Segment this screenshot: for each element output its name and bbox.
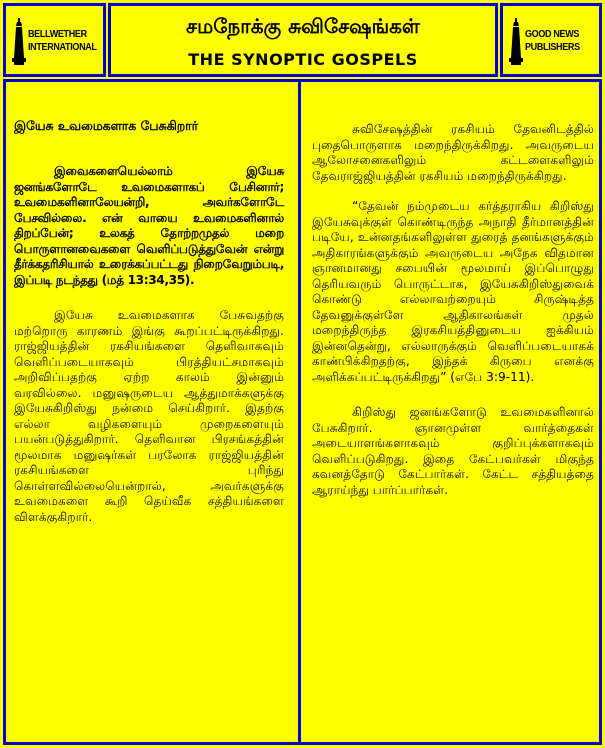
left-paragraph-2: இயேசு உவமைகளாக பேசுவதற்கு மற்றொரு காரணம் இங்கு கூறப்பட்டிருக்கிறது. ராஜ்ஜியத்தின் ரகசியங்களை தெளிவாகவும் வெளிப்படையாகவும் பிரத்தியட்சமாகவும் அறிவிப்பதற்கு ஏற்ற காலம் இன்னும் வரவில்லை. மனுஷருடைய ஆத்துமாக்களுக்கு இயேசுகிறிஸ்து நன்மை செய்கிறார். இதற்கு எல்லா வழிகளையும் முறைகளையும் பயன்படுத்துகிறார். தெளிவான பிரசங்கத்தின் மூலமாக மனுஷர்கள் பரலோக ராஜ்ஜியத்தின் ரகசியங்களை புரிந்து கொள்ளவில்லையென்றால், அவர்களுக்கு உவமைகளை கூறி தெய்வீக சத்தியங்களை விளக்குகிறார். [14,308,284,524]
header-right-logo-box [500,3,602,77]
logo-line-2: PUBLISHERS [525,41,580,53]
header-left-logo-box [3,3,106,77]
right-paragraph-3: கிறிஸ்து ஜனங்களோடு உவமைகளினால் பேசுகிறார். ஞானமுள்ள வார்த்தைகள் அடையாளங்களாகவும் குறிப்புக்களாகவும் வெளிப்படுகிறது. இதை கேட்பவர்கள் மிகுந்த கவனத்தோடு கேட்பார்கள். கேட்ட சத்தியத்தை ஆராய்ந்து பார்ப்பார்கள். [312,405,594,497]
lighthouse-logo-icon [12,18,26,66]
page-title-english: THE SYNOPTIC GOSPELS [188,50,418,69]
right-paragraph-1: சுவிசேஷத்தின் ரகசியம் தேவனிடத்தில் புதைபொருளாக மறைந்திருக்கிறது. அவருடைய ஆலோசனைகளிலும் கட்டளைகளிலும் தேவராஜ்ஜியத்தின் ரகசியம் மறைந்திருக்கிறது. [312,122,594,183]
good-news-logo-text [525,28,580,54]
column-divider [298,79,301,745]
left-paragraph-1: இவைகளையெல்லாம் இயேசு ஜனங்களோடே உவமைகளாகப் பேசினார்; உவமைகளினாலேயன்றி, அவர்களோடே பேசவில்லை. என் வாயை உவமைகளினால் திறப்பேன்; உலகத் தோற்றமுதல் மறை பொருளானவைகளை வெளிப்படுத்துவேன் என்று தீர்க்கதரிசியால் உரைக்கப்பட்டது நிறைவேறும்படி, இப்படி நடந்தது (மத் 13:34,35). [14,164,284,287]
header-title-box [108,3,498,77]
logo-line-2: INTERNATIONAL [28,41,97,53]
right-paragraph-2: “தேவன் நம்முடைய கர்த்தராகிய கிறிஸ்து இயேசுவுக்குள் கொண்டிருந்த அநாதி தீர்மானத்தின் படியே, உன்னதங்களிலுள்ள துரைத் தனங்களுக்கும் அதிகாரங்களுக்கும் அவருடைய அநேக விதமான ஞானமானது சபையின் மூலமாய் இப்பொழுது தெரியவரும் பொருட்டாக, இயேசுகிறிஸ்துவைக் கொண்டு எல்லாவற்றையும் சிருஷ்டித்த தேவனுக்குள்ளே ஆதிகாலங்கள் முதல் மறைந்திருந்த இரகசியத்தினுடைய ஐக்கியம் இன்னதென்று, எல்லாருக்கும் வெளிப்படையாகக் காண்பிக்கிறதற்கு, இந்தக் கிருபை எனக்கு அளிக்கப்பட்டிருக்கிறது” (எபே 3:9-11). [312,199,594,384]
lighthouse-logo-icon [509,18,523,66]
bellwether-logo-text [28,28,97,54]
page-title-tamil: சமநோக்கு சுவிசேஷங்கள் [186,14,420,38]
logo-line-1: BELLWETHER [28,28,87,40]
bellwether-logo [12,18,102,68]
good-news-logo [509,18,599,68]
right-column [312,122,594,498]
left-column [14,118,284,525]
section-heading: இயேசு உவமைகளாக பேசுகிறார் [14,118,199,133]
logo-line-1: GOOD NEWS [525,28,580,40]
